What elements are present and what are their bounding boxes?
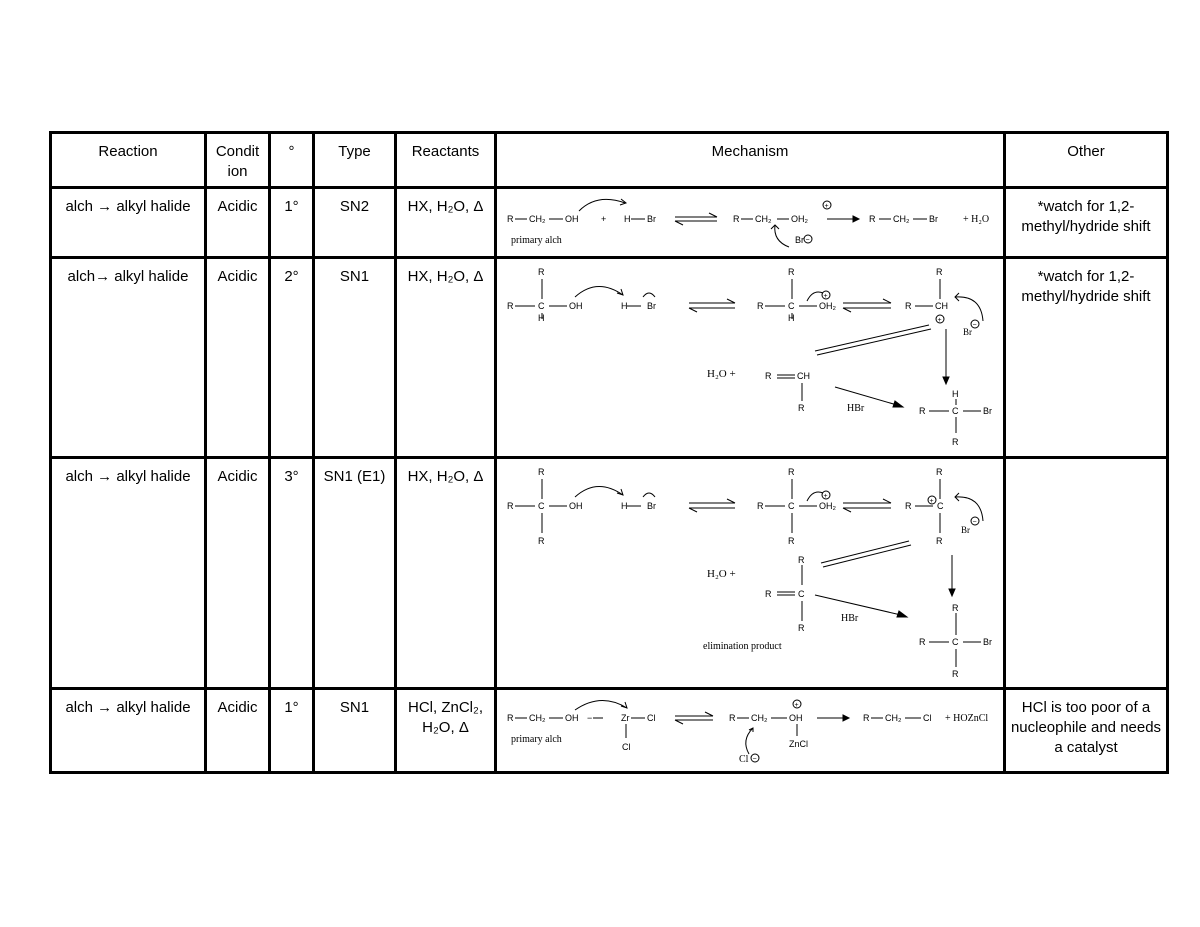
svg-text:+: + — [823, 293, 828, 300]
mechanism-cell — [496, 458, 1005, 689]
svg-text:OH₂: OH₂ — [819, 501, 836, 511]
svg-text:R: R — [507, 501, 514, 511]
svg-text:OH: OH — [565, 214, 579, 224]
svg-text:C: C — [798, 589, 805, 599]
hozncl-byproduct: + HOZnCl — [945, 713, 989, 724]
svg-text:R: R — [765, 589, 772, 599]
svg-text:Br: Br — [647, 301, 656, 311]
degree-cell: 3° — [284, 468, 299, 485]
degree-cell: 2° — [284, 268, 299, 285]
svg-text:R: R — [798, 403, 805, 413]
svg-text:R: R — [798, 623, 805, 633]
other-cell: *watch for 1,2-methyl/hydride shift — [1021, 198, 1151, 235]
svg-text:−: − — [805, 237, 810, 244]
svg-text:R: R — [919, 406, 926, 416]
svg-text:CH₂: CH₂ — [893, 214, 910, 224]
svg-text:OH₂: OH₂ — [791, 214, 808, 224]
svg-text:Cl: Cl — [622, 742, 631, 752]
reaction-cell: alch → alkyl halide — [65, 198, 191, 215]
header-other: Other — [1067, 143, 1105, 160]
svg-text:H: H — [624, 214, 631, 224]
svg-text:−: − — [587, 713, 593, 723]
svg-text:C: C — [788, 301, 795, 311]
svg-text:R: R — [905, 501, 912, 511]
svg-text:R: R — [936, 267, 943, 277]
mechanism-cell — [496, 188, 1005, 258]
svg-text:Br: Br — [963, 327, 972, 337]
svg-text:R: R — [538, 467, 545, 477]
reactants-cell: HX, H₂O, Δ — [407, 268, 484, 285]
svg-text:Br: Br — [647, 214, 656, 224]
svg-text:H: H — [952, 389, 959, 399]
reaction-cell: alch → alkyl halide — [65, 468, 191, 485]
mechanism-sn1-tertiary — [497, 459, 1002, 686]
svg-text:C: C — [538, 301, 545, 311]
type-cell: SN1 (E1) — [323, 468, 386, 485]
condition-cell: Acidic — [217, 198, 258, 215]
svg-text:−: − — [972, 519, 977, 526]
reactions-table — [49, 131, 1169, 774]
svg-text:+: + — [929, 498, 934, 505]
table-header-row — [51, 133, 1168, 188]
svg-text:R: R — [729, 713, 736, 723]
reaction-cell: alch → alkyl halide — [65, 699, 191, 716]
reactants-cell: HCl, ZnCl₂, H₂O, Δ — [408, 699, 483, 736]
svg-text:Zr: Zr — [621, 713, 630, 723]
svg-text:C: C — [538, 501, 545, 511]
svg-text:CH: CH — [797, 371, 810, 381]
svg-text:R: R — [733, 214, 740, 224]
svg-text:R: R — [869, 214, 876, 224]
svg-text:−: − — [752, 756, 757, 763]
water-plus-label: H₂O + — [707, 568, 736, 580]
mechanism-zncl2-primary — [497, 690, 1002, 770]
svg-text:R: R — [952, 603, 959, 613]
svg-text:Br: Br — [647, 501, 656, 511]
primary-alch-label: primary alch — [511, 235, 562, 246]
primary-alch-label: primary alch — [511, 734, 562, 745]
svg-text:C: C — [937, 501, 944, 511]
water-byproduct: + H₂O — [963, 214, 990, 225]
table-row — [51, 258, 1168, 458]
svg-text:Br: Br — [929, 214, 938, 224]
svg-text:R: R — [905, 301, 912, 311]
svg-text:Br: Br — [795, 235, 804, 245]
svg-text:CH₂: CH₂ — [751, 713, 768, 723]
svg-text:H: H — [621, 301, 628, 311]
plus-sign: + — [601, 214, 607, 224]
svg-text:C: C — [788, 501, 795, 511]
reaction-cell: alch→ alkyl halide — [67, 268, 189, 285]
svg-text:OH₂: OH₂ — [819, 301, 836, 311]
svg-text:CH₂: CH₂ — [885, 713, 902, 723]
svg-text:+: + — [824, 203, 829, 210]
svg-text:Br: Br — [983, 406, 992, 416]
other-cell — [1006, 459, 1166, 467]
svg-text:OH: OH — [569, 501, 583, 511]
svg-text:R: R — [538, 536, 545, 546]
header-mechanism: Mechanism — [711, 143, 789, 160]
svg-text:C: C — [952, 406, 959, 416]
table-row — [51, 188, 1168, 258]
svg-text:R: R — [952, 437, 959, 447]
mechanism-cell — [496, 258, 1005, 458]
other-cell: HCl is too poor of a nucleophile and needs a catalyst — [1010, 699, 1162, 756]
header-condition: Condit ion — [215, 143, 260, 180]
svg-text:R: R — [507, 301, 514, 311]
type-cell: SN2 — [339, 198, 370, 215]
svg-text:R: R — [788, 467, 795, 477]
svg-text:+: + — [794, 702, 799, 709]
svg-text:−: − — [972, 322, 977, 329]
svg-text:R: R — [936, 536, 943, 546]
table-row — [51, 689, 1168, 773]
svg-text:H: H — [788, 313, 795, 323]
svg-text:H: H — [538, 313, 545, 323]
degree-cell: 1° — [284, 699, 299, 716]
svg-text:R: R — [765, 371, 772, 381]
other-cell: *watch for 1,2-methyl/hydride shift — [1021, 268, 1151, 305]
svg-text:R: R — [757, 501, 764, 511]
svg-text:R: R — [788, 267, 795, 277]
svg-text:CH₂: CH₂ — [529, 713, 546, 723]
svg-text:OH: OH — [565, 713, 579, 723]
header-degree: ° — [288, 143, 295, 160]
svg-text:R: R — [507, 713, 514, 723]
svg-text:CH: CH — [935, 301, 948, 311]
mechanism-cell — [496, 689, 1005, 773]
table-row — [51, 458, 1168, 689]
header-reaction: Reaction — [98, 143, 158, 160]
svg-text:R: R — [919, 637, 926, 647]
svg-text:Cl: Cl — [647, 713, 656, 723]
degree-cell: 1° — [284, 198, 299, 215]
condition-cell: Acidic — [217, 268, 258, 285]
svg-text:+: + — [937, 317, 942, 324]
svg-text:R: R — [507, 214, 514, 224]
svg-text:R: R — [936, 467, 943, 477]
reactants-cell: HX, H₂O, Δ — [407, 468, 484, 485]
svg-text:R: R — [788, 536, 795, 546]
type-cell: SN1 — [339, 268, 370, 285]
svg-text:R: R — [757, 301, 764, 311]
header-reactants: Reactants — [411, 143, 480, 160]
svg-text:R: R — [952, 669, 959, 679]
svg-text:OH: OH — [569, 301, 583, 311]
svg-text:+: + — [823, 493, 828, 500]
svg-text:Br: Br — [983, 637, 992, 647]
reactants-cell: HX, H₂O, Δ — [407, 198, 484, 215]
svg-text:CH₂: CH₂ — [529, 214, 546, 224]
condition-cell: Acidic — [217, 699, 258, 716]
mechanism-sn2-primary — [497, 189, 1002, 255]
svg-text:R: R — [538, 267, 545, 277]
condition-cell: Acidic — [217, 468, 258, 485]
svg-text:CH₂: CH₂ — [755, 214, 772, 224]
svg-text:H: H — [621, 501, 628, 511]
hbr-label: HBr — [841, 613, 859, 624]
svg-text:OH: OH — [789, 713, 803, 723]
mechanism-sn1-secondary — [497, 259, 1002, 455]
svg-text:R: R — [863, 713, 870, 723]
chloride-ion-label: Cl — [739, 754, 749, 765]
hbr-label: HBr — [847, 403, 865, 414]
water-plus-label: H₂O + — [707, 368, 736, 380]
svg-text:Cl: Cl — [923, 713, 932, 723]
header-type: Type — [338, 143, 371, 160]
svg-text:Br: Br — [961, 525, 970, 535]
elimination-product-label: elimination product — [703, 641, 782, 652]
svg-text:C: C — [952, 637, 959, 647]
svg-text:R: R — [798, 555, 805, 565]
type-cell: SN1 — [339, 699, 370, 716]
zncl-label: ZnCl — [789, 739, 809, 749]
